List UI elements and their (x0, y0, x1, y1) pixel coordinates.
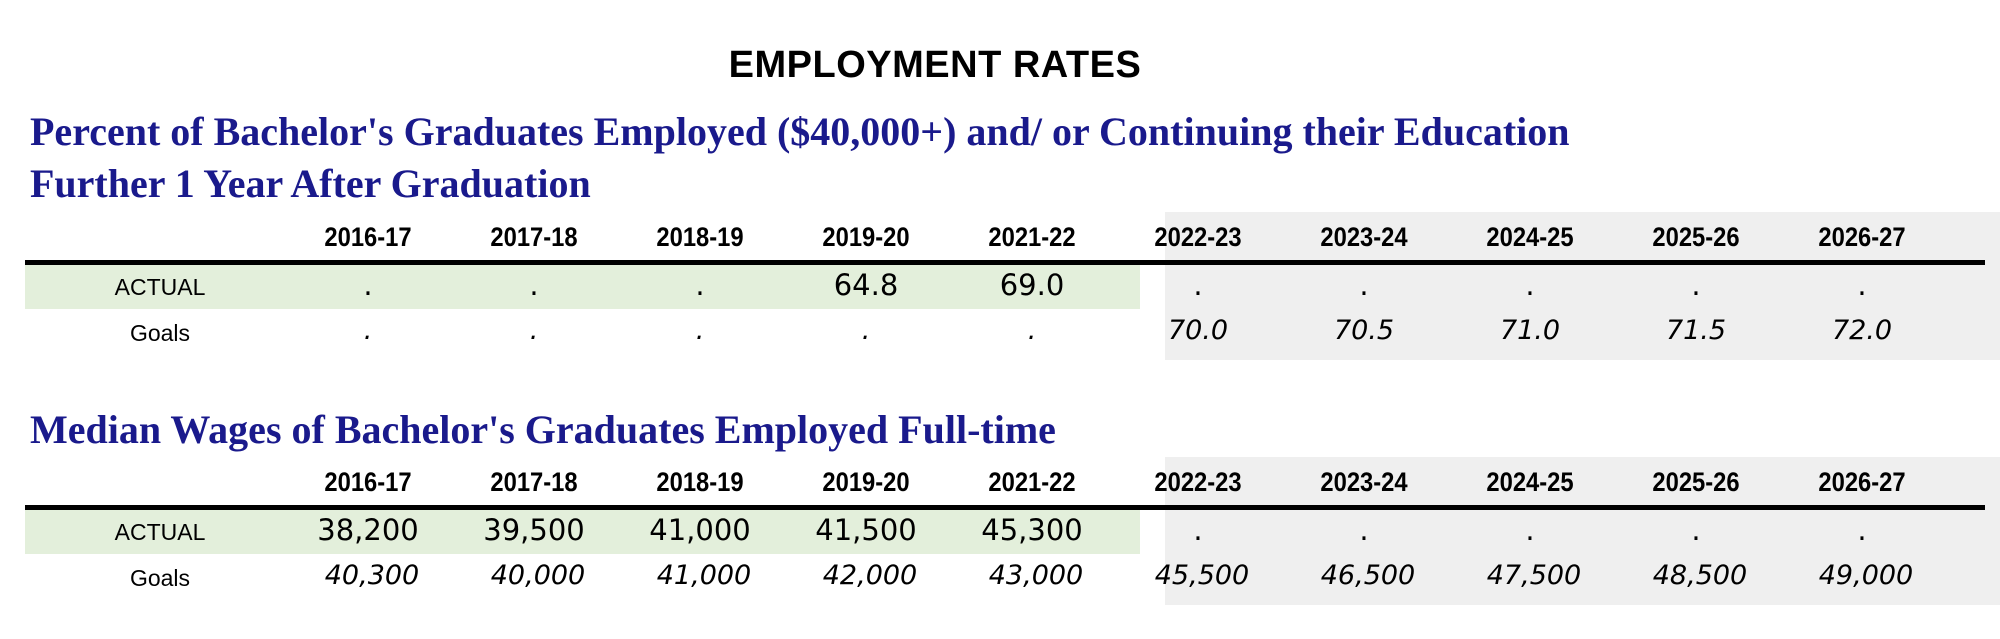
goal-value-cell: 45,500 (1154, 560, 1250, 591)
goals-row-label: Goals (129, 565, 191, 591)
actual-value-cell: . (1525, 513, 1535, 547)
employment-rate-table (25, 212, 1985, 360)
year-header-cell: 2024-25 (1486, 222, 1574, 252)
goal-value-cell: 40,000 (490, 560, 586, 591)
year-header-cell: 2022-23 (1154, 467, 1242, 497)
actual-row-label: ACTUAL (114, 274, 206, 300)
actual-value-cell: 38,200 (317, 513, 419, 547)
actual-value-cell: . (1359, 268, 1369, 302)
year-header-cell: 2025-26 (1652, 222, 1740, 252)
section-title-line-1: Percent of Bachelor's Graduates Employed ($40,000+) and/ or Continuing their Education (30, 109, 1570, 154)
goal-value-cell: 43,000 (988, 560, 1084, 591)
actual-value-cell: . (1691, 513, 1701, 547)
year-header-cell: 2021-22 (988, 222, 1076, 252)
actual-value-cell: . (529, 268, 539, 302)
year-header-cell: 2022-23 (1154, 222, 1242, 252)
header-rule (25, 505, 1985, 510)
goal-value-cell: 42,000 (822, 560, 918, 591)
section-title-line-1: Median Wages of Bachelor's Graduates Employed Full-time (30, 407, 1056, 452)
goal-value-cell: 71.5 (1665, 315, 1727, 346)
goal-value-cell: . (861, 315, 871, 346)
year-header-cell: 2019-20 (822, 467, 910, 497)
goal-value-cell: 41,000 (656, 560, 752, 591)
actual-value-cell: . (1359, 513, 1369, 547)
year-header-cell: 2023-24 (1320, 467, 1408, 497)
goal-value-cell: 47,500 (1486, 560, 1582, 591)
goals-row-label: Goals (129, 320, 191, 346)
year-header-cell: 2017-18 (490, 222, 578, 252)
actual-value-cell: . (1857, 513, 1867, 547)
goal-value-cell: . (363, 315, 373, 346)
goal-value-cell: . (695, 315, 705, 346)
section-title-line-2: Further 1 Year After Graduation (30, 161, 591, 206)
actual-value-cell: 39,500 (483, 513, 585, 547)
year-header-cell: 2023-24 (1320, 222, 1408, 252)
year-header-cell: 2026-27 (1818, 222, 1906, 252)
actual-value-cell: . (1193, 268, 1203, 302)
actual-value-cell: 41,500 (815, 513, 917, 547)
year-header-cell: 2026-27 (1818, 467, 1906, 497)
goal-value-cell: 72.0 (1831, 315, 1893, 346)
main-title: EMPLOYMENT RATES (728, 44, 1142, 86)
year-header-cell: 2024-25 (1486, 467, 1574, 497)
goal-value-cell: 71.0 (1499, 315, 1561, 346)
actual-value-cell: . (1193, 513, 1203, 547)
actual-value-cell: 41,000 (649, 513, 751, 547)
actual-value-cell: 64.8 (833, 268, 899, 302)
goal-value-cell: 70.5 (1333, 315, 1395, 346)
actual-value-cell: . (1525, 268, 1535, 302)
year-header-cell: 2016-17 (324, 467, 412, 497)
goal-value-cell: . (529, 315, 539, 346)
section-title-employment-rate (30, 106, 1570, 210)
goal-value-cell: 70.0 (1167, 315, 1229, 346)
actual-value-cell: 69.0 (999, 268, 1065, 302)
actual-value-cell: . (695, 268, 705, 302)
actual-row-label: ACTUAL (114, 519, 206, 545)
actual-value-cell: 45,300 (981, 513, 1083, 547)
goal-value-cell: 46,500 (1320, 560, 1416, 591)
median-wages-table (25, 457, 1985, 605)
year-header-cell: 2016-17 (324, 222, 412, 252)
year-header-cell: 2025-26 (1652, 467, 1740, 497)
year-header-cell: 2018-19 (656, 467, 744, 497)
year-header-cell: 2017-18 (490, 467, 578, 497)
year-header-cell: 2019-20 (822, 222, 910, 252)
year-header-cell: 2021-22 (988, 467, 1076, 497)
goal-value-cell: 48,500 (1652, 560, 1748, 591)
actual-value-cell: . (1857, 268, 1867, 302)
actual-value-cell: . (1691, 268, 1701, 302)
goal-value-cell: 40,300 (324, 560, 420, 591)
year-header-cell: 2018-19 (656, 222, 744, 252)
header-rule (25, 260, 1985, 265)
actual-value-cell: . (363, 268, 373, 302)
section-title-median-wages (30, 404, 1056, 456)
goal-value-cell: . (1027, 315, 1037, 346)
goal-value-cell: 49,000 (1818, 560, 1914, 591)
